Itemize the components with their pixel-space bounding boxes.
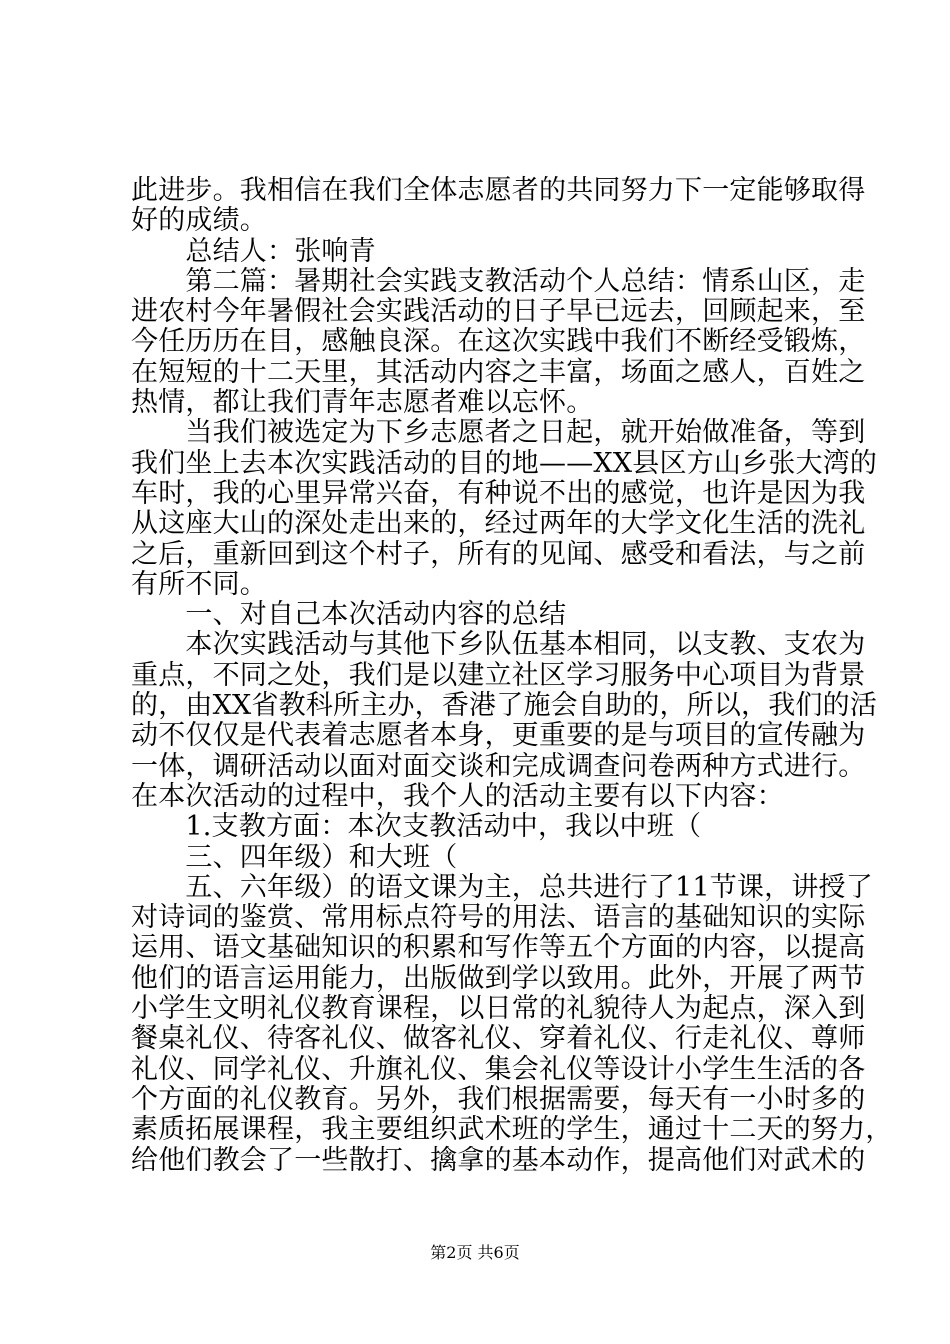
page-number-footer: 第2页 共6页 [430,1243,520,1262]
text-line: 一体，调研活动以面对面交谈和完成调查问卷两种方式进行。 [131,750,866,782]
text-line: 动不仅仅是代表着志愿者本身，更重要的是与项目的宣传融为 [131,720,866,752]
text-line: 在本次活动的过程中，我个人的活动主要有以下内容： [131,780,784,812]
text-line: 热情，都让我们青年志愿者难以忘怀。 [131,387,594,419]
text-line: 个方面的礼仪教育。另外，我们根据需要，每天有一小时多的 [131,1083,866,1115]
text-line: 素质拓展课程，我主要组织武术班的学生，通过十二天的努力， [131,1114,893,1146]
text-line: 给他们教会了一些散打、擒拿的基本动作，提高他们对武术的 [131,1144,866,1176]
text-line: 此进步。我相信在我们全体志愿者的共同努力下一定能够取得 [131,175,866,206]
text-line: 之后，重新回到这个村子，所有的见闻、感受和看法，与之前 [131,538,866,570]
text-line: 五、六年级）的语文课为主，总共进行了11节课，讲授了 [131,871,873,903]
text-line: 本次实践活动与其他下乡队伍基本相同，以支教、支农为 [131,629,866,661]
text-line: 礼仪、同学礼仪、升旗礼仪、集会礼仪等设计小学生生活的各 [131,1053,866,1085]
text-line: 好的成绩。 [131,205,267,237]
text-line: 运用、语文基础知识的积累和写作等五个方面的内容，以提高 [131,932,866,964]
text-line: 三、四年级）和大班（ [131,841,458,873]
text-line: 1.支教方面：本次支教活动中，我以中班（ [131,811,702,843]
text-line: 车时，我的心里异常兴奋，有种说不出的感觉，也许是因为我 [131,477,866,509]
text-line: 今任历历在目，感触良深。在这次实践中我们不断经受锻炼， [131,326,866,358]
document-body [131,175,893,1176]
text-line: 总结人：张响青 [131,235,376,267]
text-line: 餐桌礼仪、待客礼仪、做客礼仪、穿着礼仪、行走礼仪、尊师 [131,1023,866,1055]
text-line: 第二篇：暑期社会实践支教活动个人总结：情系山区，走 [131,265,866,297]
text-line: 对诗词的鉴赏、常用标点符号的用法、语言的基础知识的实际 [131,902,866,934]
text-line: 在短短的十二天里，其活动内容之丰富，场面之感人，百姓之 [131,356,866,388]
text-line: 重点，不同之处，我们是以建立社区学习服务中心项目为背景 [131,659,866,691]
text-line: 当我们被选定为下乡志愿者之日起，就开始做准备，等到 [131,417,866,449]
text-line: 从这座大山的深处走出来的，经过两年的大学文化生活的洗礼 [131,508,866,540]
text-line: 有所不同。 [131,568,267,600]
text-line: 他们的语言运用能力，出版做到学以致用。此外，开展了两节 [131,962,866,994]
text-line: 我们坐上去本次实践活动的目的地——XX县区方山乡张大湾的 [131,447,878,479]
text-line: 的，由XX省教科所主办，香港了施会自助的，所以，我们的活 [131,690,878,722]
section-heading: 一、对自己本次活动内容的总结 [131,599,567,631]
text-line: 小学生文明礼仪教育课程，以日常的礼貌待人为起点，深入到 [131,993,866,1025]
text-line: 进农村今年暑假社会实践活动的日子早已远去，回顾起来，至 [131,296,866,328]
